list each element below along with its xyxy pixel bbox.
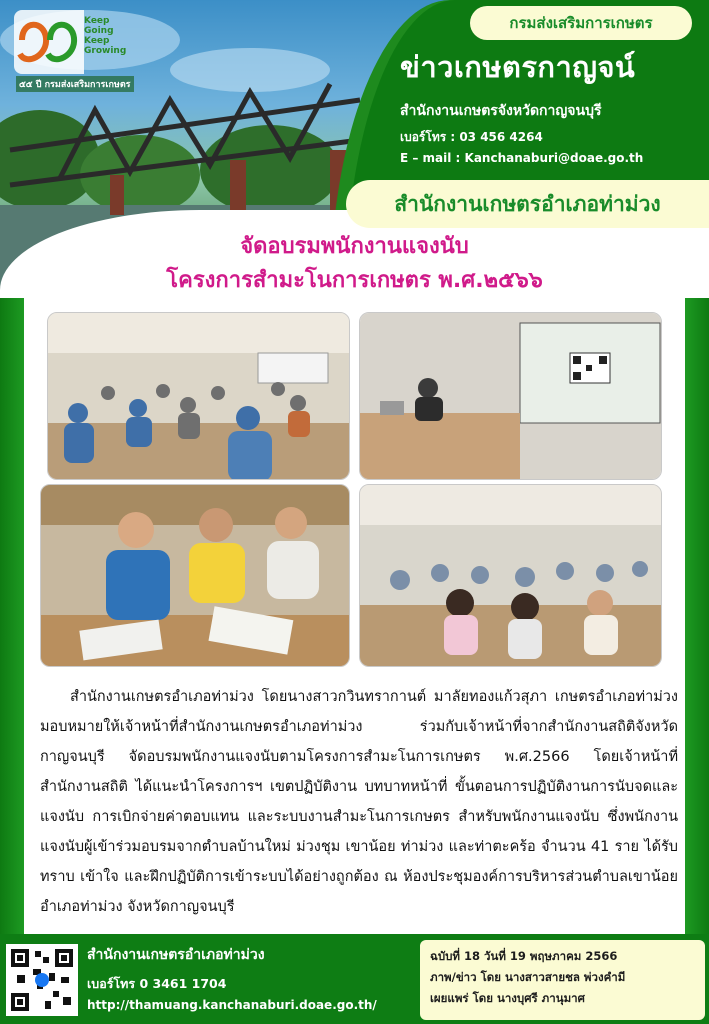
classroom-participants-photo (359, 484, 662, 667)
provincial-office-name: สำนักงานเกษตรจังหวัดกาญจนบุรี (400, 103, 602, 119)
presentation-qr-photo (359, 312, 662, 480)
headline (0, 230, 709, 298)
district-office-banner: สำนักงานเกษตรอำเภอท่าม่วง (346, 180, 709, 228)
qr-code-icon (9, 947, 75, 1013)
logo-slogan-4: Growing (84, 46, 127, 56)
article-body: สำนักงานเกษตรอำเภอท่าม่วง โดยนางสาวกวินทรากานต์ มาลัยทองแก้วสุภา เกษตรอำเภอท่าม่วง มอบหมายให้เจ้าหน้าที่สำนักงานเกษตรอำเภอท่าม่วง ร่วมกับเจ้าหน้าที่จากสำนักงานสถิติจังหวัดกาญจนบุรี จัดอบรมพนักงานแจงนับตามโครงการสำมะโนการเกษตร พ.ศ.2566 โดยเจ้าหน้าที่สำนักงานสถิติ ได้แนะนำโครงการฯ เขตปฏิบัติงาน บทบาทหน้าที่ ขั้นตอนการปฏิบัติงานการนับจดและแจงนับ การเบิกจ่ายค่าตอบแทน และระบบงานสำมะโนการเกษตร สำหรับพนักงานแจงนับ ซึ่งพนักงานแจงนับผู้เข้าร่วมอบรมจากตำบลบ้านใหม่ ม่วงชุม เขาน้อย ท่าม่วง และท่าตะคร้อ จำนวน 41 ราย ได้รับทราบ เข้าใจ และฝึกปฏิบัติการเข้าระบบได้อย่างถูกต้อง ณ ห้องประชุมองค์การบริหารส่วนตำบลเขาน้อย อำเภอท่าม่วง จังหวัดกาญจนบุรี (40, 689, 678, 915)
department-badge: กรมส่งเสริมการเกษตร (470, 6, 692, 40)
newsletter-title: ข่าวเกษตรกาญจน์ (400, 50, 636, 84)
qr-code[interactable] (6, 944, 78, 1016)
header (0, 0, 709, 300)
logo-slogan-2: Going (84, 26, 114, 36)
footer-office-name: สำนักงานเกษตรอำเภอท่าม่วง (87, 947, 265, 963)
issue-info-box (420, 940, 705, 1020)
participants-closeup-photo (40, 484, 350, 667)
provincial-office-email: E – mail : Kanchanaburi@doae.go.th (400, 151, 644, 165)
headline-line-2: โครงการสำมะโนการเกษตร พ.ศ.๒๕๖๖ (166, 268, 543, 293)
logo-55-icon (14, 10, 84, 74)
training-room-photo (47, 312, 350, 480)
footer-website-link[interactable]: http://thamuang.kanchanaburi.doae.go.th/ (87, 998, 377, 1012)
logo-caption: ๕๕ ปี กรมส่งเสริมการเกษตร (16, 76, 134, 92)
published-by: เผยแพร่ โดย นางบุศรี ภานุมาศ (430, 991, 585, 1005)
logo-slogan-1: Keep (84, 16, 110, 26)
photo-credit: ภาพ/ข่าว โดย นางสาวสายชล พ่วงคำมี (430, 970, 626, 984)
footer-phone: เบอร์โทร 0 3461 1704 (87, 976, 227, 991)
issue-number: ฉบับที่ 18 วันที่ 19 พฤษภาคม 2566 (430, 949, 618, 963)
provincial-office-phone: เบอร์โทร : 03 456 4264 (400, 130, 543, 144)
headline-line-1: จัดอบรมพนักงานแจงนับ (240, 234, 469, 259)
logo-slogan-3: Keep (84, 36, 110, 46)
anniversary-logo (14, 10, 140, 92)
